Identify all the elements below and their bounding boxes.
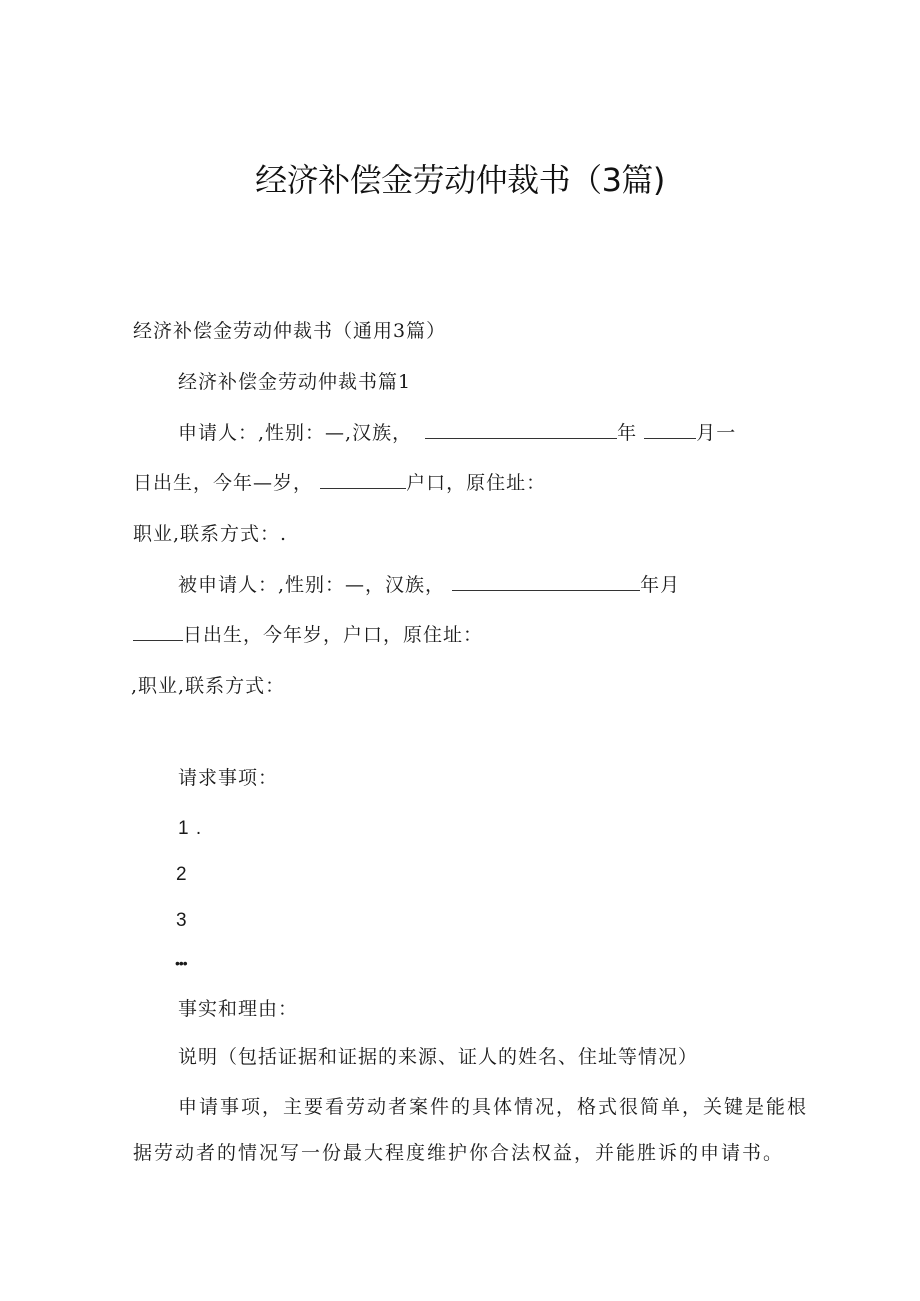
applicant-name-gender-text: 申请人：,性别：—,汉族，	[178, 422, 413, 444]
respondent-birth-year-blank[interactable]	[452, 572, 640, 591]
request-item-1: 1 .	[178, 818, 203, 839]
respondent-line-3: ,职业,联系方式：	[131, 675, 286, 697]
section-heading: 经济补偿金劳动仲裁书篇1	[178, 371, 412, 393]
birth-month-blank[interactable]	[644, 420, 696, 439]
month-label: 月一	[696, 422, 737, 444]
respondent-name-gender-text: 被申请人：,性别：—，汉族，	[178, 574, 446, 596]
explanation-note: 说明（包括证据和证据的来源、证人的姓名、住址等情况）	[178, 1046, 699, 1068]
paragraph-line-2: 据劳动者的情况写一份最大程度维护你合法权益，并能胜诉的申请书。	[133, 1142, 785, 1164]
year-label: 年	[617, 422, 638, 444]
respondent-line-2	[133, 622, 483, 648]
applicant-line-1	[178, 420, 736, 446]
respondent-birth-day-blank[interactable]	[133, 622, 183, 641]
respondent-birth-text: 日出生，今年岁，户口，原住址：	[183, 624, 484, 646]
year-month-label: 年月	[640, 574, 681, 596]
document-subtitle: 经济补偿金劳动仲裁书（通用3篇）	[133, 320, 447, 342]
request-item-2: 2	[176, 864, 188, 885]
applicant-line-3: 职业,联系方式：.	[133, 523, 288, 545]
request-item-ellipsis: •••	[175, 955, 187, 971]
requests-heading: 请求事项：	[178, 767, 279, 789]
applicant-line-2	[133, 470, 546, 496]
household-address-text: 户口，原住址：	[406, 472, 547, 494]
respondent-line-1	[178, 572, 680, 598]
facts-heading: 事实和理由：	[178, 998, 299, 1020]
household-blank[interactable]	[320, 470, 406, 489]
birth-year-blank[interactable]	[425, 420, 617, 439]
request-item-3: 3	[176, 910, 188, 931]
document-title: 经济补偿金劳动仲裁书（3篇)	[255, 161, 665, 199]
paragraph-line-1: 申请事项，主要看劳动者案件的具体情况，格式很简单，关键是能根	[178, 1096, 809, 1118]
applicant-birth-text: 日出生，今年—岁，	[133, 472, 314, 494]
